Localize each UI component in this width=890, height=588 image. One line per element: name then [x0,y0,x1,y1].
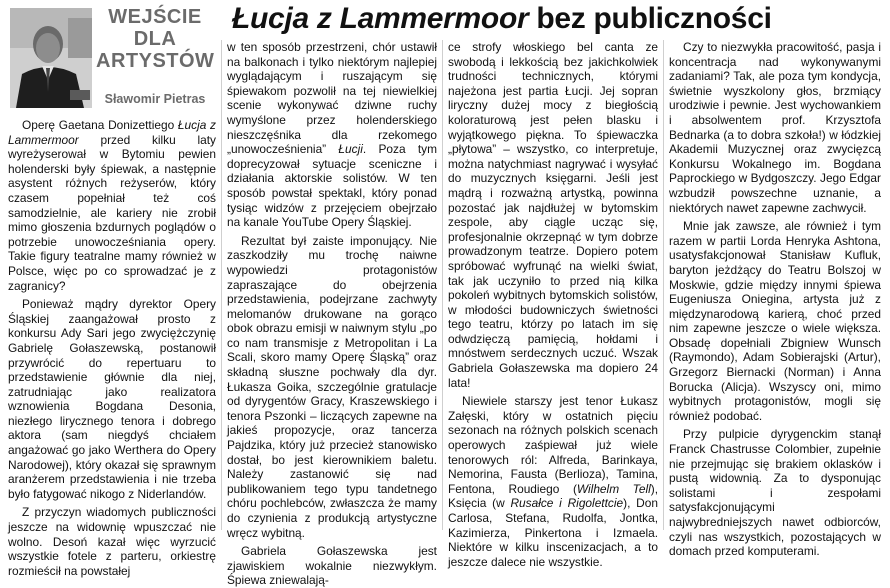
article-column-2 [227,40,437,588]
text-span: ), Księcia (w [448,481,658,511]
paragraph: Czy to niezwykła pracowitość, pasja i koncentracja nad wykonywanymi zadaniami? Tak, ale poza tym kondycja, świetnie wyszkolony głos, brzmiący urodziwie i pewnie. Jest wychowankiem i absolwentem prof. Krzysztofa Bednarka (a to dobra szkoła!) w łódzkiej Akademii Muzycznej oraz zwycięzcą Konkursu Wokalnego im. Bogdana Paprockiego w Bydgoszczy. Jego Edgar wzbudził powszechne uznanie, a niektórych nawet zapewne zachwycił. [669,40,881,215]
paragraph: Z przyczyn wiadomych publiczności jeszcze na widownię wpuszczać nie wolno. Desoń kazał więc wyrzucić wszystkie fotele z parteru, orkiestrę rozmieścił na powstałej [8,505,216,578]
article-column-3 [448,40,658,569]
text-span: w ten sposób przestrzeni, chór ustawił na balkonach i tylko niektórym najlepiej wyglądającym i ruszającym się śpiewakom pozwolił na tej niewielkiej scenie wykonywać dziwne ruchy wymyślone przez holenderskiego nieszczęśnika dla rzekomego „unowocześnienia” [227,40,437,157]
text-span: . Poza tym doprecyzował sytuacje sceniczne i działania aktorskie solistów. W ten sposób powstał spektakl, który ponad tysiąc widzów z przejęciem obejrzało na kanale YouTube Opery Śląskiej. [227,142,437,230]
section-label-line-1: WEJŚCIE [108,6,202,28]
italic-title: Rusałce i Rigolettcie [510,496,624,511]
paragraph: Rezultat był zaiste imponujący. Nie zaszkodziły mu trochę naiwne wypowiedzi protagonistów zapraszające do obejrzenia przedstawienia, podejrzane zachwyty melomanów drukowane na gorąco obok obrazu emisji w naiwnym stylu „po co nam transmisje z Metropolitan i La Scali, skoro mamy Operę Śląską” oraz składną słuszne pochwały dla dyr. Łukasza Goika, szczególnie gratulacje od dyrygentów Gracy, Kraszewskiego i tenora Pszonki – liczących zapewne na jakieś propozycje, oraz tancerza Pajdzika, który już przecież stanowisko dostał, bo jest kierownikiem baletu. Należy zastanowić się nad publikowaniem tego typu tandetnego chóru pochlebców, zwłaszcza że mamy do czynienia z produkcją artystyczne wręcz wybitną. [227,233,437,540]
paragraph: Mnie jak zawsze, ale również i tym razem w partii Lorda Henryka Ashtona, usatysfakcjonował Stanisław Kufluk, baryton jeżdżący do Teatru Bolszoj w Moskwie, gdzie między innymi śpiewa Eugeniusza Oniegina, artysta już z międzynarodową karierą, choć przed nim zapewne jeszcze o wiele większa. Obsadę dopełniali Zbigniew Wunsch (Raymondo), Adam Sobierajski (Artur), Grzegorz Biernacki (Norman) i Anna Borucka (Alicja). Wszyscy oni, mimo wybitnych protagonistów, mogli się również podobać. [669,219,881,423]
headline-rest: bez publiczności [528,2,772,35]
column-divider [663,40,664,530]
author-portrait-image [10,8,92,108]
headline-italic-title: Łucja z Lammermoor [232,2,529,35]
italic-title: Wilhelm Tell [576,481,651,496]
paragraph: ce strofy włoskiego bel canta ze swobodą i lekkością bez jakichkolwiek trudności technicznych, którymi najeżona jest partia Łucji. Jej sopran liryczny dużej mocy z biegłością koloraturową jest pełen blasku i wyjątkowego piękna. To śpiewaczka „płytowa” – wszystko, co interpretuje, można natychmiast nagrywać i wysyłać do muzycznych księgarni. Jeśli jest mądrą i rozważną artystką, powinna pozostać jak najdłużej w bytomskim zespole, aby ciągle ucząc się, profesjonalnie okrzepnąć w tym dobrze prowadzonym teatrze. Dopiero potem spróbować wyfrunąć na wielki świat, tak jak uczyniło to przed nią kilka pokoleń wybitnych bytomskich solistów, w młodości budowniczych świetności tego teatru, którzy po latach im się odwdzięczą pamięcią, hołdami i mnóstwem serdecznych uczuć. Wszak Gabriela Gołaszewska ma dopiero 24 lata! [448,40,658,390]
article-headline [232,0,882,38]
paragraph: Przy pulpicie dyrygenckim stanął Franck Chastrusse Colombier, zupełnie nie przejmując się brakiem oklasków i pustą widownią. Za to dysponując solistami i zespołami satysfakcjonującymi najwybredniejszych nawet odbiorców, czyli nas wszystkich, pozostających w domach przed komputerami. [669,427,881,559]
paragraph [448,394,658,569]
column-divider [442,40,443,530]
paragraph: Ponieważ mądry dyrektor Opery Śląskiej zaangażował prosto z konkursu Ady Sari jego zwyciężczynię Gabrielę Gołaszewską, postanowił przywrócić do repertuaru to przedstawienie głównie dla niej, zatrudniając jako realizatora wznowienia Bogdana Desonia, niezłego lirycznego tenora i dobrego aktora (sam niegdyś chciałem angażować go jako Werthera do Opery Narodowej), który okazał się sprawnym aranżerem przedstawienia i nie trzeba było fatygować nikogo z Niderlandów. [8,297,216,501]
paragraph [227,40,437,230]
section-label [96,6,214,72]
column-divider [221,40,222,530]
text-span: przed kilku laty wyreżyserował w Bytomiu pewien holenderski były śpiewak, a następnie asystent różnych reżyserów, który czasem popełniał też coś samodzielnie, ale kariery nie zrobił mimo głoszenia bzdurnych poglądów o potrzebie unowocześniania opery. Takie figury teatralne mamy również w Polsce, więc po co sprowadzać je z zagranicy? [8,132,216,293]
paragraph: Gabriela Gołaszewska jest zjawiskiem wokalnie niezwykłym. Śpiewa zniewalają- [227,544,437,588]
text-span: ), Don Carlosa, Stefana, Rudolfa, Jontka, Kazimierza, Pinkertona i Izmaela. Niektóre w kilku inscenizacjach, a to jeszcze dalece nie wszystkie. [448,496,658,569]
paragraph [8,118,216,293]
article-column-1 [8,118,216,578]
text-span: Operę Gaetana Donizettiego [22,118,178,132]
section-label-line-3: ARTYSTÓW [96,50,215,72]
author-byline: Sławomir Pietras [104,92,206,106]
italic-title: Łucji [338,142,363,157]
section-label-line-2: DLA [133,28,177,50]
italic-title: Łucja z Lammermoor [8,118,216,147]
article-column-4 [669,40,881,559]
text-span: Niewiele starszy jest tenor Łukasz Załęski, który w ostatnich pięciu sezonach na różnych polskich scenach operowych zaśpiewał już wiele tenorowych ról: Alfreda, Barinkaya, Nemorina, Fausta (Berlioza), Tamina, Fentona, Roudiego ( [448,394,658,496]
author-photo [10,8,92,108]
